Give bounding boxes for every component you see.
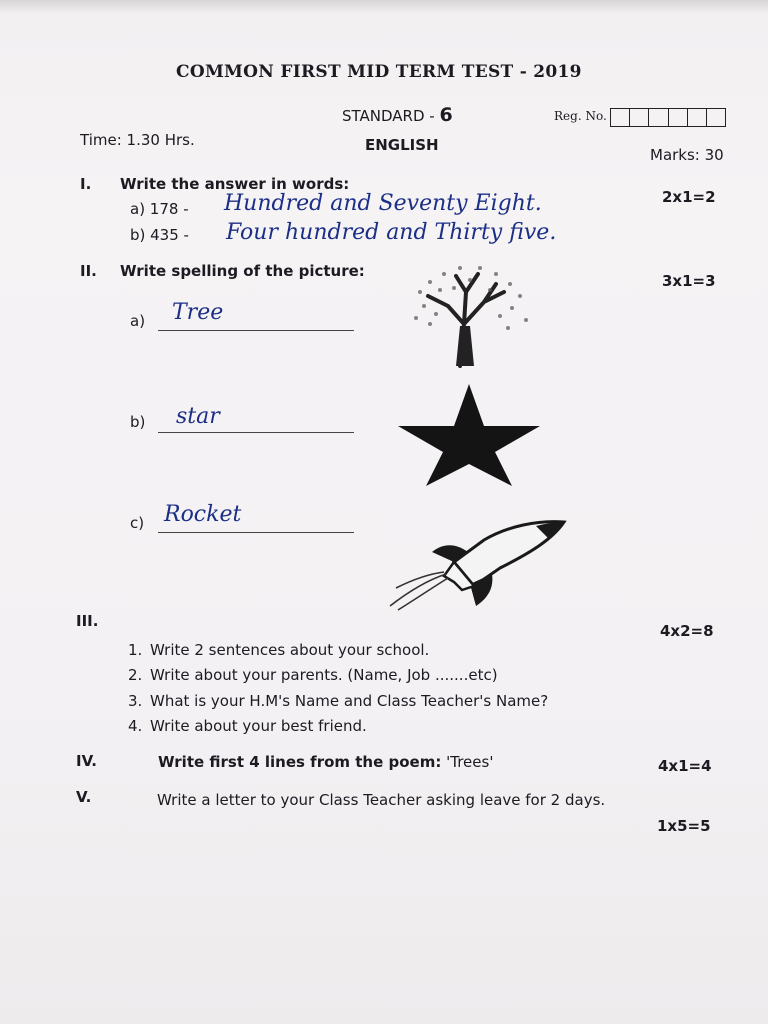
item-text: Write about your parents. (Name, Job .......etc) <box>150 666 498 684</box>
section-3-item-4 <box>128 717 367 735</box>
section-1-marks: 2x1=2 <box>662 188 716 206</box>
item-number: 4. <box>128 717 143 735</box>
rocket-icon <box>388 516 570 612</box>
answer-line-2c <box>158 532 354 533</box>
question-1a <box>130 200 189 218</box>
paper-title: COMMON FIRST MID TERM TEST - 2019 <box>176 62 582 82</box>
question-1a-label: a) 178 - <box>130 200 189 218</box>
answer-2b-handwritten: star <box>176 404 220 429</box>
section-4-poem-name: 'Trees' <box>446 753 494 771</box>
section-3-marks: 4x2=8 <box>660 622 714 640</box>
picture-c-label: c) <box>130 514 145 532</box>
star-icon <box>396 382 542 488</box>
section-4-instruction-text: Write first 4 lines from the poem: <box>158 753 442 771</box>
standard-text: STANDARD - <box>342 107 435 125</box>
item-text: Write 2 sentences about your school. <box>150 641 430 659</box>
item-number: 3. <box>128 692 143 710</box>
section-3-item-3 <box>128 692 548 710</box>
answer-line-2b <box>158 432 354 433</box>
answer-1a-handwritten: Hundred and Seventy Eight. <box>224 191 542 216</box>
item-number: 1. <box>128 641 143 659</box>
section-1-number: I. <box>80 175 92 193</box>
section-3-item-1 <box>128 641 429 659</box>
section-5-marks: 1x5=5 <box>657 817 711 835</box>
standard-value: 6 <box>439 104 453 126</box>
section-1-instruction: Write the answer in words: <box>120 175 350 193</box>
marks-label: Marks: 30 <box>650 146 724 164</box>
subject-label: ENGLISH <box>365 136 439 154</box>
answer-2a-handwritten: Tree <box>172 300 224 325</box>
time-label: Time: 1.30 Hrs. <box>80 131 195 149</box>
section-4-number: IV. <box>76 752 97 770</box>
reg-no-boxes[interactable] <box>610 108 726 127</box>
section-4-instruction <box>158 753 493 771</box>
standard-label <box>342 104 453 126</box>
section-3-item-2 <box>128 666 498 684</box>
section-5-number: V. <box>76 788 92 806</box>
answer-line-2a <box>158 330 354 331</box>
section-2-number: II. <box>80 262 97 280</box>
reg-no-label: Reg. No. <box>554 109 607 123</box>
item-number: 2. <box>128 666 143 684</box>
item-text: Write about your best friend. <box>150 717 367 735</box>
question-1b-label: b) 435 - <box>130 226 189 244</box>
tree-icon <box>400 262 540 372</box>
section-2-instruction: Write spelling of the picture: <box>120 262 365 280</box>
answer-1b-handwritten: Four hundred and Thirty five. <box>226 220 557 245</box>
picture-b-label: b) <box>130 413 146 431</box>
section-4-marks: 4x1=4 <box>658 757 712 775</box>
item-text: What is your H.M's Name and Class Teacher's Name? <box>150 692 549 710</box>
question-1b <box>130 226 189 244</box>
answer-2c-handwritten: Rocket <box>164 502 242 527</box>
picture-a-label: a) <box>130 312 146 330</box>
section-3-number: III. <box>76 612 99 630</box>
section-2-marks: 3x1=3 <box>662 272 716 290</box>
section-5-instruction: Write a letter to your Class Teacher asking leave for 2 days. <box>157 791 606 809</box>
